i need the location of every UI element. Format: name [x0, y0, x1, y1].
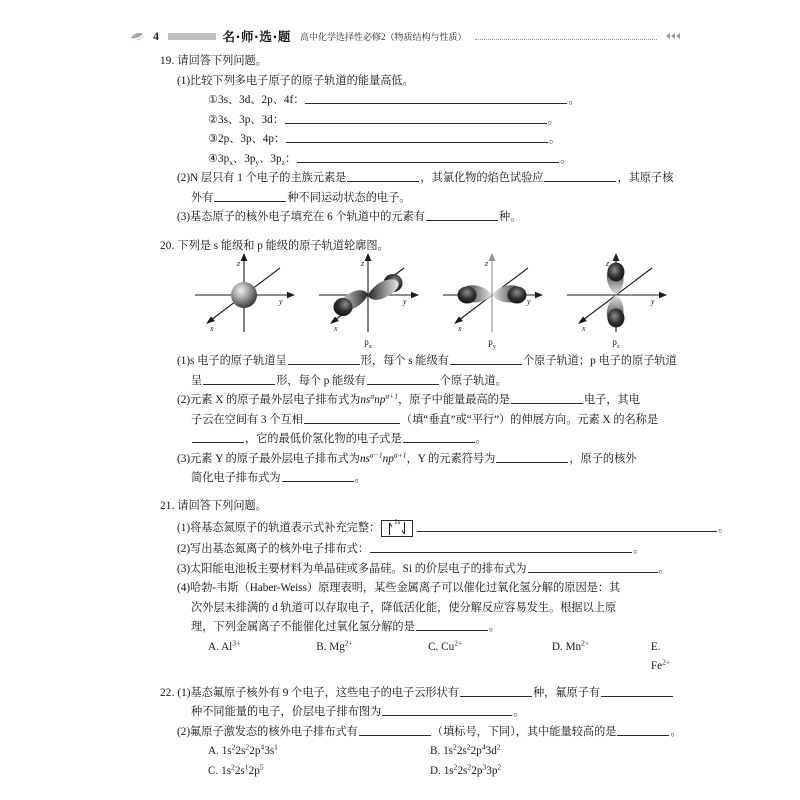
q21-part-2-a: 写出基态氮离子的核外电子排布式：	[190, 543, 370, 555]
q19-part-1	[177, 72, 680, 92]
q21-part-4-b: 次外层未排满的 d 轨道可以存取电子，降低活化能，使分解反应容易发生。根据以上原	[191, 601, 617, 614]
q21-part-1-blank[interactable]	[417, 520, 717, 532]
q19-part-2-blank-3[interactable]	[214, 190, 286, 202]
q19-part-3-text-a: 基态原子的核外电子填充在 6 个轨道中的元素有	[190, 211, 425, 223]
q22-option-a[interactable]	[208, 742, 430, 762]
q22-part-1-b: 种，氟原子有	[532, 686, 601, 699]
q21-part-4	[177, 579, 680, 599]
question-22	[160, 684, 680, 782]
question-22-part-1	[160, 684, 680, 704]
q20-part-1-blank-4[interactable]	[367, 373, 439, 385]
q21-part-4-tail: 。	[488, 621, 500, 633]
question-21	[160, 497, 730, 677]
q21-option-c-sup: 2+	[454, 637, 463, 647]
q20-part-3-a: 元素 Y 的原子最外层电子排布式为	[190, 452, 360, 465]
q20-part-3-blank-1[interactable]	[496, 451, 568, 463]
q20-part-3-label: (3)	[177, 452, 191, 465]
q19-item-1	[208, 91, 680, 111]
py-orbital-diagram	[433, 250, 551, 350]
q20-part-2-e: （填“垂直”或“平行”）的伸展方向。元素 X 的名称是	[400, 413, 659, 426]
svg-text:y: y	[527, 297, 531, 306]
q21-part-3-tail: 。	[658, 562, 670, 575]
q20-part-2	[177, 391, 680, 411]
q21-option-a-sup: 3+	[232, 637, 241, 647]
q20-part-1-a: s 电子的原子轨道呈	[190, 355, 287, 367]
q22-part-1-c: 种不同能量的电子，价层电子排布图为	[191, 706, 382, 718]
q22-part-1-label: (1)	[177, 686, 191, 699]
px-orbital-caption: $p_x$	[364, 337, 372, 350]
py-orbital-svg	[433, 250, 551, 336]
q19-item-3-label: ③	[208, 133, 219, 145]
svg-text:y: y	[279, 297, 283, 306]
q21-part-4-a: 哈勃-韦斯（Haber-Weiss）原理表明，某些金属离子可以催化过氧化氢分解的原因是：其	[190, 582, 621, 594]
q20-part-3-c: ，原子的核外	[569, 452, 637, 465]
q21-option-e[interactable]	[651, 638, 680, 677]
s-orbital-diagram	[185, 250, 303, 345]
q19-item-4-tail: 。	[560, 152, 572, 165]
q21-part-3-label: (3)	[177, 562, 191, 575]
q22-option-b-text: $1s^22s^22p^43d^2$	[443, 742, 501, 757]
orbital-box-label: 1s	[394, 518, 401, 526]
q20-part-1-d: 呈	[191, 374, 203, 387]
s-orbital-svg	[185, 250, 303, 336]
q22-part-2-tail: 。	[670, 725, 682, 738]
question-21-number: 21.	[160, 499, 175, 512]
page-content	[160, 52, 730, 783]
q19-item-2-tail: 。	[547, 113, 560, 126]
q22-option-c[interactable]	[208, 762, 430, 782]
q20-part-2-formula: $ns^anp^{a+1}$	[360, 391, 399, 406]
pz-orbital-svg	[557, 250, 675, 336]
q21-option-e-sup: 2+	[662, 657, 671, 667]
q21-part-2-blank[interactable]	[370, 541, 632, 553]
q21-option-a-text: Al	[221, 640, 233, 653]
q19-item-1-tail: 。	[568, 94, 580, 106]
running-header	[130, 26, 680, 46]
q19-part-2-text-c: ，其原子核	[617, 172, 674, 184]
q20-part-1-blank-2[interactable]	[450, 353, 522, 365]
q21-option-b-text: Mg	[329, 640, 345, 653]
q21-part-2-label: (2)	[177, 543, 191, 555]
q22-part-1-cont	[191, 703, 680, 723]
q22-option-d[interactable]	[430, 762, 652, 782]
q20-part-2-d: 子云在空间有 3 个互相	[191, 413, 303, 426]
q21-part-4-cont2	[191, 618, 680, 638]
px-orbital-diagram	[309, 250, 427, 350]
q21-part-1-a: 将基态氮原子的轨道表示式补充完整：	[190, 522, 381, 534]
q22-option-a-key: A.	[208, 745, 219, 757]
q19-part-2-text-e: 种不同运动状态的电子。	[287, 191, 411, 204]
q20-part-3-d: 简化电子排布式为	[191, 472, 281, 484]
question-20-number: 20.	[160, 239, 175, 252]
svg-text:z: z	[485, 259, 489, 268]
q19-part-2-blank-1[interactable]	[347, 170, 419, 182]
q21-part-4-blank[interactable]	[416, 619, 488, 631]
q19-item-3	[208, 130, 680, 150]
pz-orbital-diagram	[557, 250, 675, 350]
q20-part-3-formula: $ns^{a-1}np^{a+1}$	[359, 449, 407, 465]
q20-part-2-blank-2[interactable]	[304, 412, 400, 424]
q21-option-e-text: Fe	[650, 660, 663, 672]
q22-part-1-blank-3[interactable]	[382, 704, 512, 716]
q21-option-d[interactable]	[552, 638, 651, 677]
q22-part-1-a: 基态氟原子核外有 9 个电子，这些电子的电子云形状有	[190, 686, 459, 699]
q22-options-row-1	[208, 742, 680, 762]
q19-part-2-blank-2[interactable]	[544, 170, 616, 182]
q21-part-4-cont1	[191, 599, 680, 619]
q21-option-c[interactable]	[428, 638, 552, 677]
q21-option-b[interactable]	[316, 638, 428, 677]
q20-part-3-blank-2[interactable]	[282, 470, 354, 482]
orbital-box-1s[interactable]	[381, 520, 413, 537]
question-22-number: 22.	[160, 686, 175, 699]
q19-item-3-blank[interactable]	[286, 131, 548, 143]
q19-part-1-label: (1)	[177, 74, 191, 87]
q21-option-b-sup: 2+	[344, 637, 353, 647]
q19-part-3	[177, 208, 680, 228]
q22-part-1-blank-2[interactable]	[601, 685, 673, 697]
orbital-figure-row	[185, 250, 685, 350]
q22-option-c-key: C.	[208, 764, 219, 777]
svg-text:x: x	[458, 324, 462, 333]
q22-option-d-text: $1s^22s^22p^33p^2$	[443, 761, 502, 777]
q20-part-2-c: 电子，其电	[583, 394, 640, 406]
pz-orbital-caption: $p_z$	[612, 337, 620, 350]
q22-option-b[interactable]	[430, 742, 652, 762]
question-20-stem-text: 下列是 s 能级和 p 能级的原子轨道轮廓图。	[177, 239, 389, 252]
svg-text:x: x	[582, 324, 586, 333]
q19-part-2	[177, 169, 680, 189]
page-number: 4	[153, 28, 160, 43]
q22-option-c-text: $1s^22s^12p^5$	[221, 761, 264, 777]
question-19-stem-text: 请回答下列问题。	[177, 55, 267, 67]
triangle-arrow-icon	[666, 33, 680, 39]
q19-part-2-label: (2)	[177, 172, 191, 184]
q22-part-1-blank-1[interactable]	[460, 685, 532, 697]
q20-part-1-blank-3[interactable]	[203, 373, 275, 385]
svg-text:x: x	[334, 324, 338, 333]
q22-option-b-key: B.	[430, 745, 441, 757]
q20-part-1-e: 形，每个 p 能级有	[276, 374, 366, 387]
q20-part-1	[177, 352, 680, 372]
q19-part-2-cont	[191, 189, 680, 209]
q19-item-2	[208, 111, 680, 131]
q21-option-c-key: C.	[428, 640, 439, 653]
question-19	[160, 52, 680, 228]
header-subtitle: 高中化学选择性必修2（物质结构与性质）	[299, 31, 467, 42]
q20-part-3-e: 。	[354, 472, 366, 484]
q22-part-2-blank-2[interactable]	[617, 724, 669, 736]
q19-part-2-text-a: N 层只有 1 个电子的主族元素是	[190, 172, 347, 184]
q21-option-d-key: D.	[551, 640, 563, 653]
svg-text:y: y	[651, 297, 655, 306]
q22-part-2-blank-1[interactable]	[359, 724, 431, 736]
q20-part-1-cont	[191, 372, 680, 392]
svg-text:y: y	[403, 297, 407, 306]
svg-text:z: z	[361, 259, 365, 268]
q21-part-3-blank[interactable]	[528, 561, 658, 573]
question-21-stem	[160, 497, 680, 517]
q21-option-b-key: B.	[316, 640, 327, 653]
px-orbital-svg	[309, 250, 427, 336]
svg-text:z: z	[606, 259, 610, 268]
question-21-stem-text: 请回答下列问题。	[177, 499, 267, 512]
q19-item-2-label: ②	[208, 113, 219, 126]
q22-option-d-key: D.	[430, 764, 441, 777]
q20-part-1-f: 个原子轨道。	[439, 374, 507, 387]
q21-part-1	[177, 516, 730, 540]
q19-part-3-label: (3)	[177, 211, 191, 223]
q19-part-1-text: 比较下列多电子原子的原子轨道的能量高低。	[190, 74, 414, 87]
q21-option-c-text: Cu	[441, 640, 455, 653]
q22-part-1-tail: 。	[513, 706, 525, 718]
q22-part-2-label: (2)	[177, 725, 191, 738]
q21-option-a-key: A.	[208, 640, 219, 653]
q22-part-2	[177, 723, 680, 743]
q19-item-1-blank[interactable]	[305, 92, 567, 104]
py-orbital-caption: $p_y$	[488, 337, 496, 350]
question-19-stem	[160, 52, 680, 72]
q21-options	[208, 638, 680, 677]
q21-option-d-text: Mn	[565, 640, 582, 653]
q22-part-2-a: 氟原子激发态的核外电子排布式有	[190, 725, 358, 738]
q19-item-4-blank[interactable]	[297, 151, 559, 163]
q21-part-4-label: (4)	[177, 582, 191, 594]
header-rule-block	[168, 33, 216, 40]
q21-part-1-tail: 。	[718, 522, 730, 534]
q21-part-3-a: 太阳能电池板主要材料为单晶硅或多晶硅。Si 的价层电子的排布式为	[190, 562, 527, 575]
question-19-number: 19.	[160, 55, 175, 67]
q20-part-1-blank-1[interactable]	[288, 353, 360, 365]
q21-option-e-key: E.	[650, 640, 661, 653]
q19-item-3-tail: 。	[549, 133, 561, 145]
q19-part-3-text-b: 种。	[499, 211, 522, 223]
q20-part-2-cont1	[191, 411, 680, 431]
q19-item-2-text: 3s、3p、3d：	[218, 113, 284, 126]
q21-option-a[interactable]	[208, 638, 316, 677]
leaf-icon	[130, 31, 146, 42]
q22-part-2-b: （填标号，下同），其中能量较高的是	[431, 725, 617, 738]
q20-part-2-f: ，它的最低价氢化物的电子式是	[245, 433, 402, 445]
q21-part-2	[177, 540, 680, 560]
q20-part-2-blank-4[interactable]	[403, 431, 475, 443]
q20-part-1-label: (1)	[177, 355, 191, 367]
q20-part-2-cont2	[191, 430, 680, 450]
q19-part-2-text-d: 外有	[191, 191, 214, 204]
header-dotted-rule	[475, 38, 657, 40]
q20-part-2-blank-1[interactable]	[511, 392, 583, 404]
q20-part-2-blank-3[interactable]	[192, 431, 244, 443]
q19-item-4-text: $3p_x$、$3p_y$、$3p_z$：	[218, 152, 297, 167]
q19-part-3-blank[interactable]	[426, 209, 498, 221]
q20-part-2-a: 元素 X 的原子最外层电子排布式为	[190, 394, 361, 406]
q21-part-1-label: (1)	[177, 522, 191, 534]
q20-part-3-b: ，Y 的元素符号为	[406, 452, 496, 465]
q20-part-3-cont	[191, 469, 680, 489]
q21-part-4-c: 理，下列金属离子不能催化过氧化氢分解的是	[191, 621, 415, 633]
q20-part-3	[177, 450, 680, 470]
q19-item-4	[208, 150, 680, 170]
q22-options-row-2	[208, 762, 680, 782]
q19-item-1-text: 3s、3d、2p、4f：	[218, 94, 305, 106]
q20-part-1-b: 形，每个 s 能级有	[360, 355, 449, 367]
q19-item-4-label: ④	[208, 152, 219, 165]
q20-part-2-b: ，原子中能量最高的是	[398, 394, 510, 406]
q20-part-2-label: (2)	[177, 394, 191, 406]
q21-part-3	[177, 560, 680, 580]
q21-part-2-tail: 。	[633, 543, 645, 555]
q19-part-2-text-b: ，其氯化物的焰色试验应	[420, 172, 544, 184]
q20-part-1-c: 个原子轨道；p 电子的原子轨道	[522, 355, 677, 367]
q19-item-2-blank[interactable]	[285, 112, 547, 124]
q19-item-3-text: 2p、3p、4p：	[218, 133, 286, 145]
svg-text:x: x	[210, 324, 214, 333]
header-brand: 名·师·选·题	[222, 29, 291, 44]
svg-text:z: z	[237, 259, 241, 268]
q22-option-a-text: $1s^22s^22p^43s^1$	[221, 742, 278, 757]
q20-part-2-g: 。	[475, 433, 487, 445]
q19-item-1-label: ①	[208, 94, 219, 106]
q21-option-d-sup: 2+	[581, 637, 590, 647]
